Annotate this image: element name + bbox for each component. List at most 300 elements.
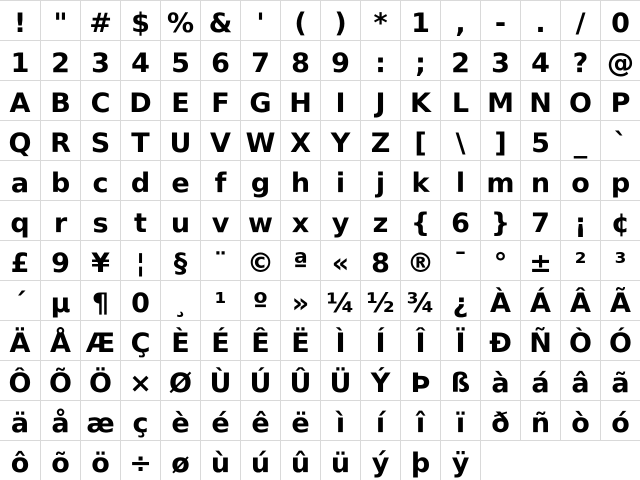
glyph-cell[interactable] — [240, 80, 280, 120]
glyph-cell[interactable] — [440, 120, 480, 160]
glyph: ó — [611, 408, 630, 439]
glyph: µ — [50, 288, 71, 319]
glyph: £ — [10, 248, 30, 279]
glyph: t — [134, 208, 147, 239]
glyph: r — [53, 208, 68, 239]
glyph-cell[interactable] — [360, 80, 400, 120]
glyph-cell[interactable] — [80, 40, 120, 80]
glyph-cell[interactable] — [0, 320, 40, 360]
glyph: U — [169, 128, 192, 159]
glyph-cell[interactable] — [560, 200, 600, 240]
glyph: i — [335, 168, 346, 199]
glyph: a — [10, 168, 30, 199]
glyph-cell[interactable] — [160, 200, 200, 240]
glyph-cell[interactable] — [400, 360, 440, 400]
glyph-cell[interactable] — [80, 80, 120, 120]
glyph: 7 — [251, 48, 270, 79]
glyph: ¦ — [135, 248, 146, 279]
glyph-cell[interactable] — [240, 160, 280, 200]
glyph: ç — [132, 408, 149, 439]
glyph-cell[interactable] — [480, 320, 520, 360]
glyph-cell[interactable] — [320, 240, 360, 280]
glyph-cell[interactable] — [40, 440, 80, 480]
glyph: Î — [415, 328, 426, 359]
glyph: z — [372, 208, 389, 239]
glyph-cell[interactable] — [160, 360, 200, 400]
glyph-cell[interactable] — [320, 80, 360, 120]
glyph-cell[interactable] — [80, 400, 120, 440]
glyph-cell[interactable] — [200, 160, 240, 200]
glyph-cell[interactable] — [360, 160, 400, 200]
glyph: ] — [494, 128, 507, 159]
glyph: 6 — [211, 48, 230, 79]
glyph-cell[interactable] — [0, 40, 40, 80]
glyph-cell[interactable] — [400, 0, 440, 40]
glyph-cell[interactable] — [0, 400, 40, 440]
glyph-cell[interactable] — [480, 240, 520, 280]
glyph-cell[interactable] — [600, 320, 640, 360]
glyph: G — [249, 88, 272, 119]
glyph-cell[interactable] — [200, 440, 240, 480]
glyph-cell[interactable] — [80, 0, 120, 40]
glyph-cell[interactable] — [120, 80, 160, 120]
glyph-cell[interactable] — [360, 320, 400, 360]
glyph: \ — [455, 128, 466, 159]
glyph: 9 — [51, 248, 70, 279]
glyph-cell[interactable] — [440, 160, 480, 200]
glyph-cell[interactable] — [360, 280, 400, 320]
glyph-cell[interactable] — [200, 40, 240, 80]
glyph: ³ — [614, 248, 627, 279]
glyph-cell[interactable] — [560, 120, 600, 160]
glyph-cell[interactable] — [200, 240, 240, 280]
glyph: × — [129, 368, 152, 399]
glyph: º — [252, 288, 269, 319]
glyph: Â — [570, 288, 591, 319]
glyph-cell[interactable] — [240, 320, 280, 360]
glyph: 0 — [611, 8, 630, 39]
glyph-cell[interactable] — [520, 320, 560, 360]
glyph-cell[interactable] — [240, 0, 280, 40]
glyph: 3 — [91, 48, 110, 79]
glyph-cell[interactable] — [40, 120, 80, 160]
glyph: % — [166, 8, 195, 39]
glyph-cell[interactable] — [120, 160, 160, 200]
glyph: [ — [414, 128, 427, 159]
glyph-cell[interactable] — [120, 200, 160, 240]
glyph-cell[interactable] — [320, 160, 360, 200]
glyph-cell[interactable] — [440, 360, 480, 400]
glyph-cell[interactable] — [320, 360, 360, 400]
glyph: 7 — [531, 208, 550, 239]
glyph-cell[interactable] — [40, 360, 80, 400]
glyph-cell[interactable] — [560, 240, 600, 280]
glyph: s — [92, 208, 109, 239]
glyph-cell[interactable] — [520, 280, 560, 320]
glyph: P — [610, 88, 631, 119]
glyph-cell[interactable] — [600, 360, 640, 400]
glyph-cell[interactable] — [280, 280, 320, 320]
glyph-cell[interactable] — [400, 160, 440, 200]
glyph-cell[interactable] — [320, 200, 360, 240]
glyph-cell[interactable] — [240, 40, 280, 80]
glyph-cell[interactable] — [360, 400, 400, 440]
glyph: Ì — [335, 328, 346, 359]
glyph: ù — [210, 448, 231, 479]
glyph-cell[interactable] — [400, 200, 440, 240]
glyph: ì — [335, 408, 346, 439]
glyph-cell[interactable] — [400, 240, 440, 280]
glyph-cell[interactable] — [440, 280, 480, 320]
glyph-cell[interactable] — [480, 80, 520, 120]
glyph-cell[interactable] — [280, 80, 320, 120]
glyph-cell[interactable] — [560, 320, 600, 360]
glyph-cell[interactable] — [80, 240, 120, 280]
glyph-cell[interactable] — [320, 440, 360, 480]
glyph: 5 — [531, 128, 550, 159]
glyph: ã — [611, 368, 630, 399]
glyph: y — [331, 208, 350, 239]
glyph: p — [610, 168, 631, 199]
glyph: Ã — [610, 288, 631, 319]
glyph-cell[interactable] — [360, 120, 400, 160]
glyph-cell[interactable] — [40, 200, 80, 240]
glyph: 4 — [131, 48, 150, 79]
glyph-cell[interactable] — [280, 40, 320, 80]
glyph: j — [375, 168, 386, 199]
glyph: E — [171, 88, 190, 119]
glyph: ÿ — [451, 448, 470, 479]
glyph-cell[interactable] — [360, 40, 400, 80]
glyph: ! — [13, 8, 27, 39]
glyph-cell[interactable] — [440, 40, 480, 80]
glyph-cell[interactable] — [160, 320, 200, 360]
glyph-cell[interactable] — [120, 280, 160, 320]
empty-cell — [560, 440, 600, 480]
glyph-cell[interactable] — [400, 280, 440, 320]
glyph-cell[interactable] — [320, 120, 360, 160]
glyph-cell[interactable] — [360, 440, 400, 480]
glyph: F — [211, 88, 230, 119]
glyph-cell[interactable] — [120, 240, 160, 280]
glyph: ¹ — [214, 288, 227, 319]
glyph-cell[interactable] — [280, 120, 320, 160]
glyph: , — [455, 8, 466, 39]
glyph-cell[interactable] — [160, 160, 200, 200]
glyph: Þ — [410, 368, 431, 399]
glyph-cell[interactable] — [560, 360, 600, 400]
glyph: # — [89, 8, 112, 39]
glyph: û — [290, 448, 311, 479]
glyph-cell[interactable] — [0, 160, 40, 200]
glyph-cell[interactable] — [600, 80, 640, 120]
glyph-cell[interactable] — [80, 440, 120, 480]
glyph: é — [211, 408, 230, 439]
glyph: ü — [330, 448, 351, 479]
glyph-cell[interactable] — [120, 120, 160, 160]
glyph-cell[interactable] — [0, 80, 40, 120]
glyph-cell[interactable] — [160, 440, 200, 480]
glyph: ï — [455, 408, 466, 439]
glyph: ° — [493, 248, 508, 279]
glyph: ; — [415, 48, 426, 79]
glyph-cell[interactable] — [400, 40, 440, 80]
glyph-cell[interactable] — [40, 320, 80, 360]
glyph-cell[interactable] — [440, 240, 480, 280]
glyph-cell[interactable] — [320, 320, 360, 360]
glyph-cell[interactable] — [280, 160, 320, 200]
glyph-cell[interactable] — [160, 280, 200, 320]
glyph-cell[interactable] — [0, 240, 40, 280]
glyph: á — [531, 368, 550, 399]
glyph-cell[interactable] — [0, 440, 40, 480]
glyph-cell[interactable] — [160, 120, 200, 160]
glyph-cell[interactable] — [280, 200, 320, 240]
glyph-cell[interactable] — [600, 400, 640, 440]
glyph: à — [491, 368, 510, 399]
glyph-cell[interactable] — [600, 200, 640, 240]
glyph: b — [50, 168, 71, 199]
glyph: å — [51, 408, 70, 439]
glyph: . — [535, 8, 546, 39]
glyph: k — [411, 168, 430, 199]
glyph: ¶ — [91, 288, 110, 319]
glyph-cell[interactable] — [80, 120, 120, 160]
glyph: Ê — [251, 328, 270, 359]
glyph-cell[interactable] — [240, 280, 280, 320]
glyph: 2 — [51, 48, 70, 79]
glyph-cell[interactable] — [200, 400, 240, 440]
glyph-cell[interactable] — [600, 280, 640, 320]
glyph-cell[interactable] — [480, 40, 520, 80]
glyph: Ý — [370, 368, 391, 399]
glyph-cell[interactable] — [280, 440, 320, 480]
glyph: ? — [572, 48, 589, 79]
glyph: Û — [289, 368, 312, 399]
glyph-cell[interactable] — [0, 0, 40, 40]
empty-cell — [600, 440, 640, 480]
glyph-cell[interactable] — [520, 400, 560, 440]
glyph-cell[interactable] — [0, 120, 40, 160]
glyph-cell[interactable] — [240, 440, 280, 480]
glyph: è — [171, 408, 190, 439]
glyph: { — [410, 208, 431, 239]
glyph-cell[interactable] — [360, 0, 400, 40]
glyph: v — [211, 208, 230, 239]
glyph-cell[interactable] — [520, 200, 560, 240]
glyph-cell[interactable] — [160, 80, 200, 120]
glyph-cell[interactable] — [440, 400, 480, 440]
glyph: c — [92, 168, 109, 199]
glyph-cell[interactable] — [320, 280, 360, 320]
glyph-cell[interactable] — [560, 40, 600, 80]
glyph-cell[interactable] — [520, 240, 560, 280]
glyph-cell[interactable] — [400, 440, 440, 480]
glyph: 3 — [491, 48, 510, 79]
glyph-cell[interactable] — [440, 200, 480, 240]
glyph: ¸ — [173, 288, 188, 319]
glyph-cell[interactable] — [280, 240, 320, 280]
glyph-cell[interactable] — [160, 0, 200, 40]
glyph-cell[interactable] — [80, 320, 120, 360]
glyph-cell[interactable] — [40, 240, 80, 280]
glyph: ä — [10, 408, 30, 439]
glyph-cell[interactable] — [240, 200, 280, 240]
glyph-cell[interactable] — [40, 40, 80, 80]
glyph: Á — [530, 288, 551, 319]
glyph-cell[interactable] — [160, 40, 200, 80]
glyph-cell[interactable] — [520, 360, 560, 400]
glyph: e — [171, 168, 190, 199]
glyph: ¢ — [611, 208, 630, 239]
glyph-cell[interactable] — [80, 200, 120, 240]
glyph-cell[interactable] — [160, 240, 200, 280]
glyph-cell[interactable] — [200, 320, 240, 360]
glyph-cell[interactable] — [200, 200, 240, 240]
glyph-cell[interactable] — [40, 160, 80, 200]
glyph-cell[interactable] — [40, 400, 80, 440]
glyph-cell[interactable] — [560, 400, 600, 440]
glyph: u — [170, 208, 191, 239]
glyph-cell[interactable] — [240, 360, 280, 400]
glyph: õ — [51, 448, 70, 479]
glyph: Ï — [455, 328, 466, 359]
glyph-cell[interactable] — [40, 280, 80, 320]
glyph-cell[interactable] — [560, 160, 600, 200]
glyph-cell[interactable] — [600, 0, 640, 40]
glyph: ¼ — [326, 288, 355, 319]
glyph: ú — [250, 448, 271, 479]
glyph-cell[interactable] — [600, 40, 640, 80]
glyph: d — [130, 168, 151, 199]
glyph: ð — [491, 408, 510, 439]
glyph-cell[interactable] — [440, 440, 480, 480]
glyph-cell[interactable] — [440, 0, 480, 40]
glyph-cell[interactable] — [240, 400, 280, 440]
glyph-cell[interactable] — [80, 280, 120, 320]
glyph: A — [9, 88, 31, 119]
glyph-cell[interactable] — [280, 400, 320, 440]
glyph: 8 — [291, 48, 310, 79]
glyph: n — [530, 168, 551, 199]
glyph: g — [250, 168, 271, 199]
glyph: T — [131, 128, 150, 159]
glyph: N — [529, 88, 552, 119]
glyph: W — [245, 128, 276, 159]
glyph-cell[interactable] — [560, 0, 600, 40]
glyph-cell[interactable] — [440, 80, 480, 120]
glyph-cell[interactable] — [280, 0, 320, 40]
glyph-cell[interactable] — [200, 0, 240, 40]
glyph-cell[interactable] — [480, 120, 520, 160]
empty-cell — [520, 440, 560, 480]
glyph-cell[interactable] — [120, 360, 160, 400]
glyph-cell[interactable] — [200, 280, 240, 320]
glyph-cell[interactable] — [600, 240, 640, 280]
glyph: Y — [330, 128, 351, 159]
glyph-cell[interactable] — [40, 80, 80, 120]
glyph-cell[interactable] — [200, 120, 240, 160]
glyph: V — [210, 128, 231, 159]
glyph-cell[interactable] — [400, 120, 440, 160]
glyph-cell[interactable] — [520, 40, 560, 80]
glyph-cell[interactable] — [120, 0, 160, 40]
glyph-cell[interactable] — [200, 360, 240, 400]
glyph: w — [248, 208, 273, 239]
glyph-cell[interactable] — [80, 360, 120, 400]
glyph-cell[interactable] — [0, 360, 40, 400]
glyph: Ö — [89, 368, 112, 399]
glyph-cell[interactable] — [360, 200, 400, 240]
glyph: Ó — [609, 328, 632, 359]
glyph-cell[interactable] — [600, 160, 640, 200]
glyph-cell[interactable] — [120, 320, 160, 360]
glyph-cell[interactable] — [200, 80, 240, 120]
glyph-cell[interactable] — [520, 0, 560, 40]
glyph-cell[interactable] — [480, 400, 520, 440]
glyph-cell[interactable] — [440, 320, 480, 360]
glyph-cell[interactable] — [320, 400, 360, 440]
glyph-cell[interactable] — [520, 160, 560, 200]
glyph: É — [211, 328, 230, 359]
glyph-cell[interactable] — [480, 160, 520, 200]
glyph-cell[interactable] — [520, 120, 560, 160]
glyph: L — [451, 88, 470, 119]
glyph-cell[interactable] — [120, 40, 160, 80]
glyph-cell[interactable] — [120, 440, 160, 480]
glyph-cell[interactable] — [480, 200, 520, 240]
glyph-cell[interactable] — [560, 280, 600, 320]
glyph-cell[interactable] — [120, 400, 160, 440]
glyph: » — [291, 288, 310, 319]
glyph-cell[interactable] — [400, 80, 440, 120]
glyph-cell[interactable] — [280, 360, 320, 400]
glyph-cell[interactable] — [240, 120, 280, 160]
glyph: Ò — [569, 328, 592, 359]
glyph-cell[interactable] — [0, 280, 40, 320]
glyph-cell[interactable] — [80, 160, 120, 200]
glyph-cell[interactable] — [160, 400, 200, 440]
glyph-cell[interactable] — [400, 400, 440, 440]
glyph: Ä — [9, 328, 31, 359]
glyph-cell[interactable] — [240, 240, 280, 280]
glyph: 9 — [331, 48, 350, 79]
glyph: Q — [8, 128, 32, 159]
glyph-cell[interactable] — [480, 360, 520, 400]
glyph-cell[interactable] — [320, 0, 360, 40]
glyph: : — [375, 48, 386, 79]
empty-cell — [480, 440, 520, 480]
glyph: f — [214, 168, 227, 199]
glyph: ½ — [366, 288, 395, 319]
glyph-cell[interactable] — [600, 120, 640, 160]
glyph: Ü — [329, 368, 352, 399]
glyph: q — [10, 208, 30, 239]
glyph-cell[interactable] — [360, 240, 400, 280]
glyph-cell[interactable] — [400, 320, 440, 360]
glyph: 0 — [131, 288, 150, 319]
glyph-cell[interactable] — [40, 0, 80, 40]
glyph-cell[interactable] — [560, 80, 600, 120]
glyph-cell[interactable] — [480, 280, 520, 320]
glyph-cell[interactable] — [320, 40, 360, 80]
glyph-cell[interactable] — [520, 80, 560, 120]
glyph-cell[interactable] — [280, 320, 320, 360]
glyph: ñ — [530, 408, 551, 439]
glyph-cell[interactable] — [480, 0, 520, 40]
glyph-cell[interactable] — [0, 200, 40, 240]
glyph-cell[interactable] — [360, 360, 400, 400]
